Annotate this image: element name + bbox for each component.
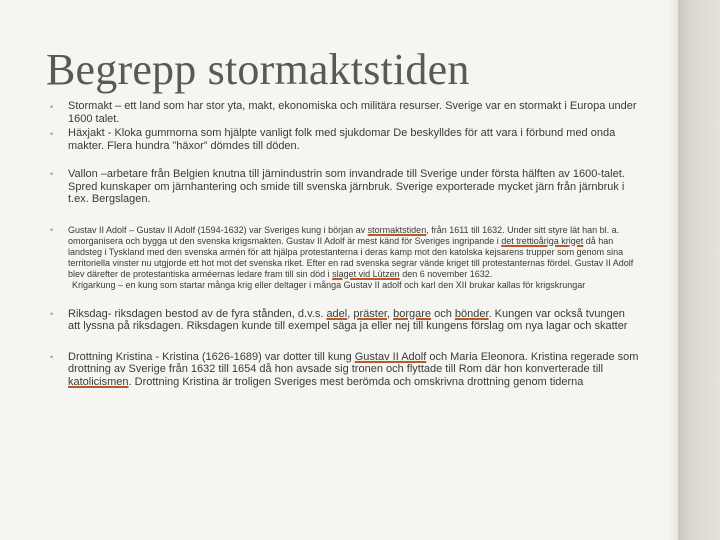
text-run: Drottning Kristina - Kristina (1626-1689) var dotter till kung: [68, 350, 355, 363]
link-borgare[interactable]: borgare: [393, 307, 432, 320]
bullet-riksdag: [50, 308, 640, 333]
krigarkung-paragraph: Krigarkung – en kung som startar många krig eller deltager i många Gustav II adolf och karl den XII brukar kallas för krigskrungar: [72, 279, 586, 290]
bullet-drottning-kristina: [50, 351, 640, 389]
link-katolicismen[interactable]: katolicismen: [68, 375, 129, 388]
link-adel[interactable]: adel: [326, 307, 348, 320]
text-run: den 6 november 1632.: [399, 268, 493, 279]
bullet-text: Stormakt – ett land som har stor yta, makt, ekonomiska och militära resurser. Sverige var en stormakt i Europa under 1600 talet.: [68, 100, 637, 125]
link-gustav-ii-adolf[interactable]: Gustav II Adolf: [354, 350, 427, 363]
text-run: , från 1611 till 1632. Under sitt styre lät han bl. a. omorganisera och bygga ut den svenska krigsmakten. Gustav II Adolf är mest känd för Sveriges ingripande i: [68, 224, 620, 246]
link-slaget-vid-lutzen[interactable]: slaget vid Lützen: [332, 268, 400, 279]
text-run: då han landsteg i Tyskland med den svenska armén för att hjälpa protestanterna i deras kamp mot den katolska kejsarens trupper som genom sina territoriella vinster nu utgjorde ett hot mot det svenska riket. Efter en rad svenska segrar vände kriget till protestanternas fördel. Gustav II Adolf blev därefter de protestantiska arméernas ledare fram till sin död i: [68, 235, 634, 279]
text-run: ,: [347, 307, 354, 320]
bullet-stormakt: [50, 100, 640, 125]
text-run: och: [431, 307, 455, 320]
bullet-text: Vallon –arbetare från Belgien knutna till järnindustrin som invandrade till Sverige under första hälften av 1600-talet. Spred kunskaper om järnhantering och smide till svenska järnbruk. Sverige exporterade mycket järn från järnbruk i t.ex. Bergslagen.: [68, 168, 625, 205]
link-praster[interactable]: präster: [353, 307, 387, 320]
gustav-paragraph: [68, 225, 640, 280]
text-run: Riksdag- riksdagen bestod av de fyra stånden, d.v.s.: [68, 307, 327, 320]
link-trettioariga-kriget[interactable]: det trettioåriga kriget: [501, 235, 584, 246]
text-run: Gustav II Adolf – Gustav II Adolf (1594-1632) var Sveriges kung i början av: [68, 224, 368, 235]
bullet-gustav-ii-adolf: [50, 225, 640, 291]
bullet-vallon: [50, 168, 640, 206]
link-bonder[interactable]: bönder: [454, 307, 489, 320]
text-run: . Kungen var också tvungen att lyssna på riksdagen. Riksdagen kunde till exempel säga ja eller nej till kungens förslag om nya lagar och skatter: [68, 307, 628, 332]
text-run: och Maria Eleonora. Kristina regerade som drottning av Sverige från 1632 till 1654 då hon avsade sig tronen och flyttade till Rom där hon konverterade till: [68, 350, 639, 375]
text-run: . Drottning Kristina är troligen Sveriges mest berömda och omskrivna drottning genom tiderna: [128, 375, 584, 388]
link-stormaktstiden[interactable]: stormaktstiden: [367, 224, 427, 235]
decorative-side-band: [678, 0, 720, 540]
bullet-haxjakt: [50, 127, 640, 152]
bullet-text: Häxjakt - Kloka gummorna som hjälpte vanligt folk med sjukdomar De beskylldes för att vara i förbund med onda makter. Flera hundra ”häxor” dömdes till döden.: [68, 127, 616, 152]
text-run: ,: [387, 307, 394, 320]
bullet-list: [50, 100, 640, 388]
slide-title: Begrepp stormaktstiden: [46, 45, 470, 94]
